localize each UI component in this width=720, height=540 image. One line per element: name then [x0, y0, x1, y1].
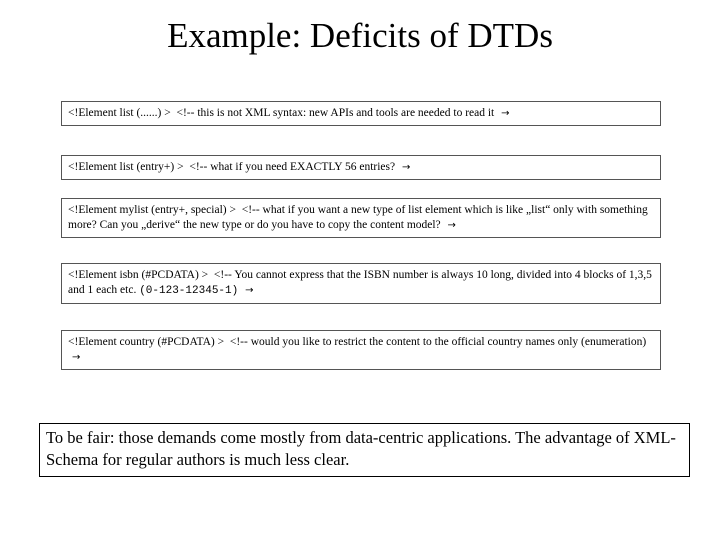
element-declaration: <!Element country (#PCDATA) > [68, 336, 225, 348]
element-declaration: <!Element list (......) > [68, 107, 171, 119]
example-box-5 [61, 330, 661, 370]
element-declaration: <!Element mylist (entry+, special) > [68, 204, 236, 216]
arrow-right-icon: → [447, 220, 456, 231]
arrow-right-icon: → [501, 108, 510, 119]
element-declaration: <!Element list (entry+) > [68, 161, 184, 173]
comment-text: <!-- what if you need EXACTLY 56 entries? [189, 161, 396, 173]
slide-title: Example: Deficits of DTDs [167, 16, 553, 55]
comment-text: <!-- what if you want a new type of list element which is like „list“ only with something more? Can you „derive“ the new type or do you have to copy the content model? [68, 204, 648, 231]
arrow-right-icon: → [245, 285, 254, 296]
example-box-4 [61, 263, 661, 304]
comment-text: <!-- this is not XML syntax: new APIs and tools are needed to read it [176, 107, 495, 119]
arrow-right-icon: → [72, 352, 81, 363]
comment-text: <!-- You cannot express that the ISBN number is always 10 long, divided into 4 blocks of 1,3,5 and 1 each etc. [68, 269, 652, 296]
example-box-2 [61, 155, 661, 180]
note-text: To be fair: those demands come mostly from data-centric applications. The advantage of XML-Schema for regular authors is much less clear. [46, 428, 676, 469]
example-box-3 [61, 198, 661, 238]
isbn-example-value: (0-123-12345-1) [139, 285, 239, 297]
arrow-right-icon: → [402, 162, 411, 173]
element-declaration: <!Element isbn (#PCDATA) > [68, 269, 209, 281]
example-box-1 [61, 101, 661, 126]
comment-text: <!-- would you like to restrict the content to the official country names only (enumeration) [229, 336, 647, 348]
conclusion-note [39, 423, 690, 477]
